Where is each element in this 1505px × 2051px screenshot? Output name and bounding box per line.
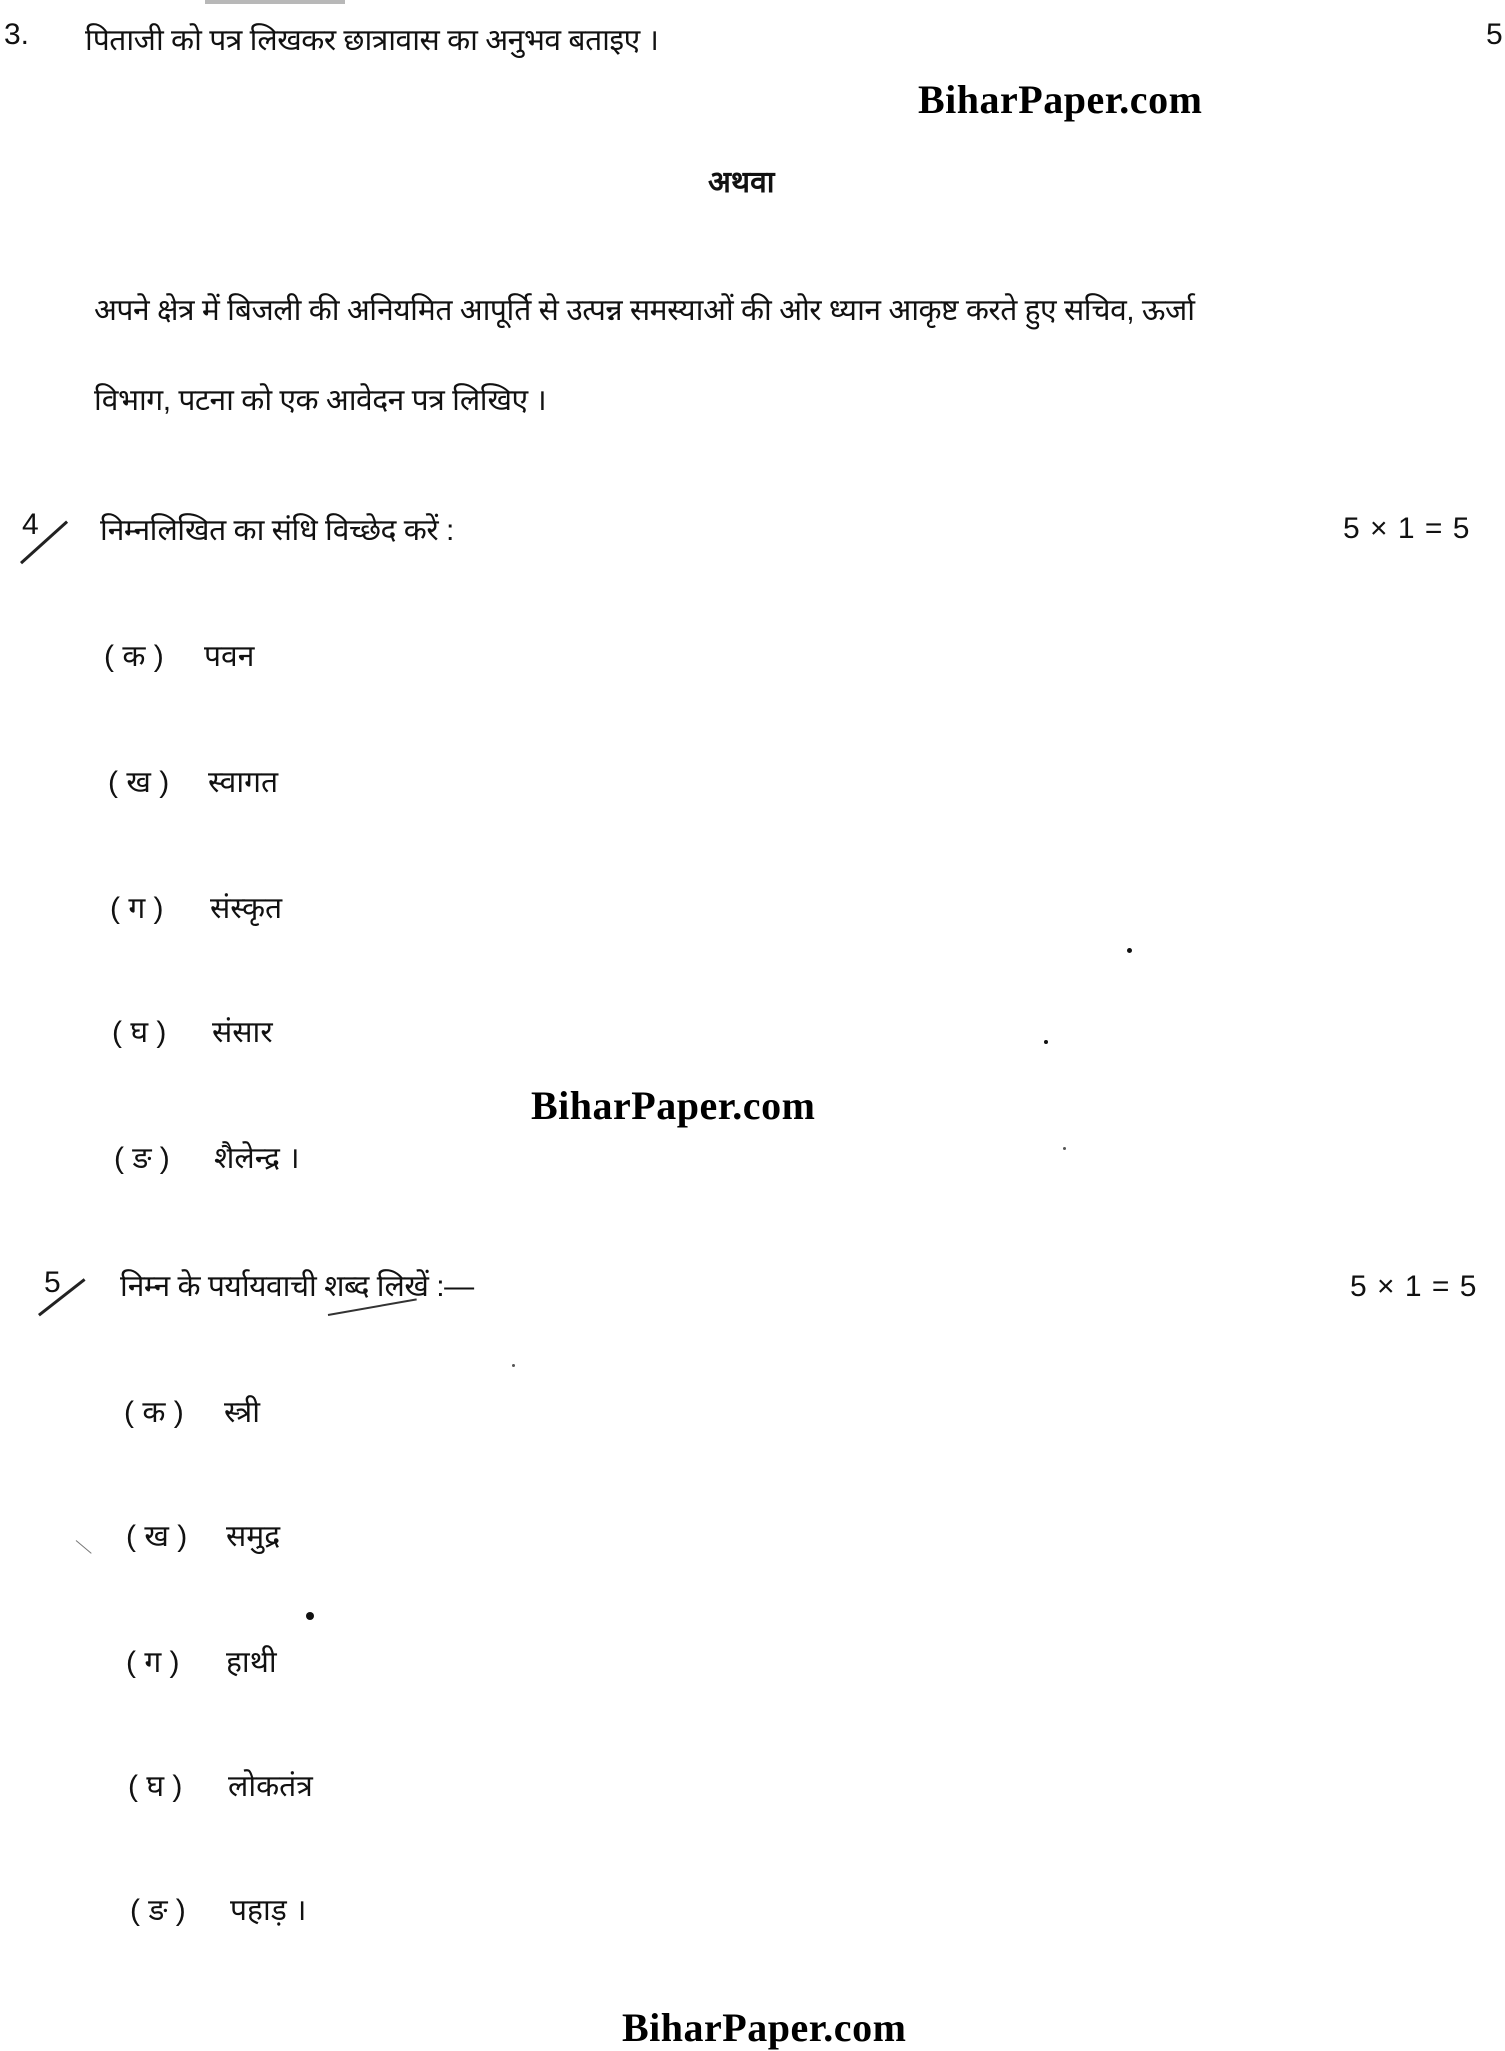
item-label: ( क ): [124, 1396, 184, 1429]
question-3-marks: 5: [1486, 18, 1504, 51]
question-3-text: पिताजी को पत्र लिखकर छात्रावास का अनुभव बताइए ।: [85, 24, 659, 57]
question-5-number: 5: [44, 1266, 61, 1299]
q5-item-ka: [124, 1390, 260, 1431]
question-5-marks: 5 × 1 = 5: [1350, 1270, 1478, 1303]
ink-dot: [306, 1612, 314, 1620]
speck: [512, 1364, 515, 1367]
q5-item-nga: [130, 1888, 307, 1929]
item-label: ( ङ ): [114, 1142, 170, 1175]
speck: [1127, 948, 1132, 953]
q5-item-gha: [128, 1764, 313, 1805]
pen-mark: [76, 1540, 92, 1554]
item-word: संसार: [212, 1016, 273, 1049]
item-label: ( घ ): [128, 1770, 183, 1803]
item-word: पवन: [204, 640, 255, 673]
watermark-middle: BiharPaper.com: [531, 1083, 816, 1128]
item-word: शैलेन्द्र ।: [214, 1142, 300, 1175]
speck: [1044, 1040, 1048, 1044]
item-word: पहाड़ ।: [230, 1894, 307, 1927]
q4-item-ka: [104, 634, 254, 675]
or-label: अथवा: [708, 166, 775, 199]
question-3-alternate-line-2: विभाग, पटना को एक आवेदन पत्र लिखिए ।: [94, 384, 547, 417]
item-word: संस्कृत: [210, 892, 283, 925]
watermark-bottom: BiharPaper.com: [622, 2005, 907, 2050]
item-word: स्त्री: [224, 1396, 260, 1429]
question-4-text: निम्नलिखित का संधि विच्छेद करें :: [100, 514, 454, 547]
item-label: ( ग ): [110, 892, 164, 925]
question-5-text: निम्न के पर्यायवाची शब्द लिखें :—: [120, 1270, 474, 1303]
item-word: समुद्र: [226, 1520, 281, 1553]
item-word: स्वागत: [208, 766, 279, 799]
question-3-number: 3.: [4, 18, 30, 51]
q4-item-nga: [114, 1136, 300, 1177]
cropped-text-fragment: [205, 0, 345, 4]
item-word: लोकतंत्र: [228, 1770, 313, 1803]
q5-item-ga: [126, 1640, 277, 1681]
q4-item-kha: [108, 760, 278, 801]
item-label: ( ख ): [108, 766, 170, 799]
item-label: ( क ): [104, 640, 164, 673]
item-label: ( ख ): [126, 1520, 188, 1553]
item-label: ( ङ ): [130, 1894, 186, 1927]
item-word: हाथी: [226, 1646, 277, 1679]
speck: [1063, 1147, 1066, 1150]
item-label: ( घ ): [112, 1016, 167, 1049]
question-4-number: 4: [22, 508, 39, 541]
item-label: ( ग ): [126, 1646, 180, 1679]
question-4-marks: 5 × 1 = 5: [1343, 512, 1471, 545]
watermark-top: BiharPaper.com: [918, 77, 1203, 122]
question-3-alternate-line-1: अपने क्षेत्र में बिजली की अनियमित आपूर्ति से उत्पन्न समस्याओं की ओर ध्यान आकृष्ट करते हुए सचिव, ऊर्जा: [94, 294, 1195, 327]
q4-item-gha: [112, 1010, 273, 1051]
q5-item-kha: [126, 1514, 280, 1555]
q4-item-ga: [110, 886, 282, 927]
